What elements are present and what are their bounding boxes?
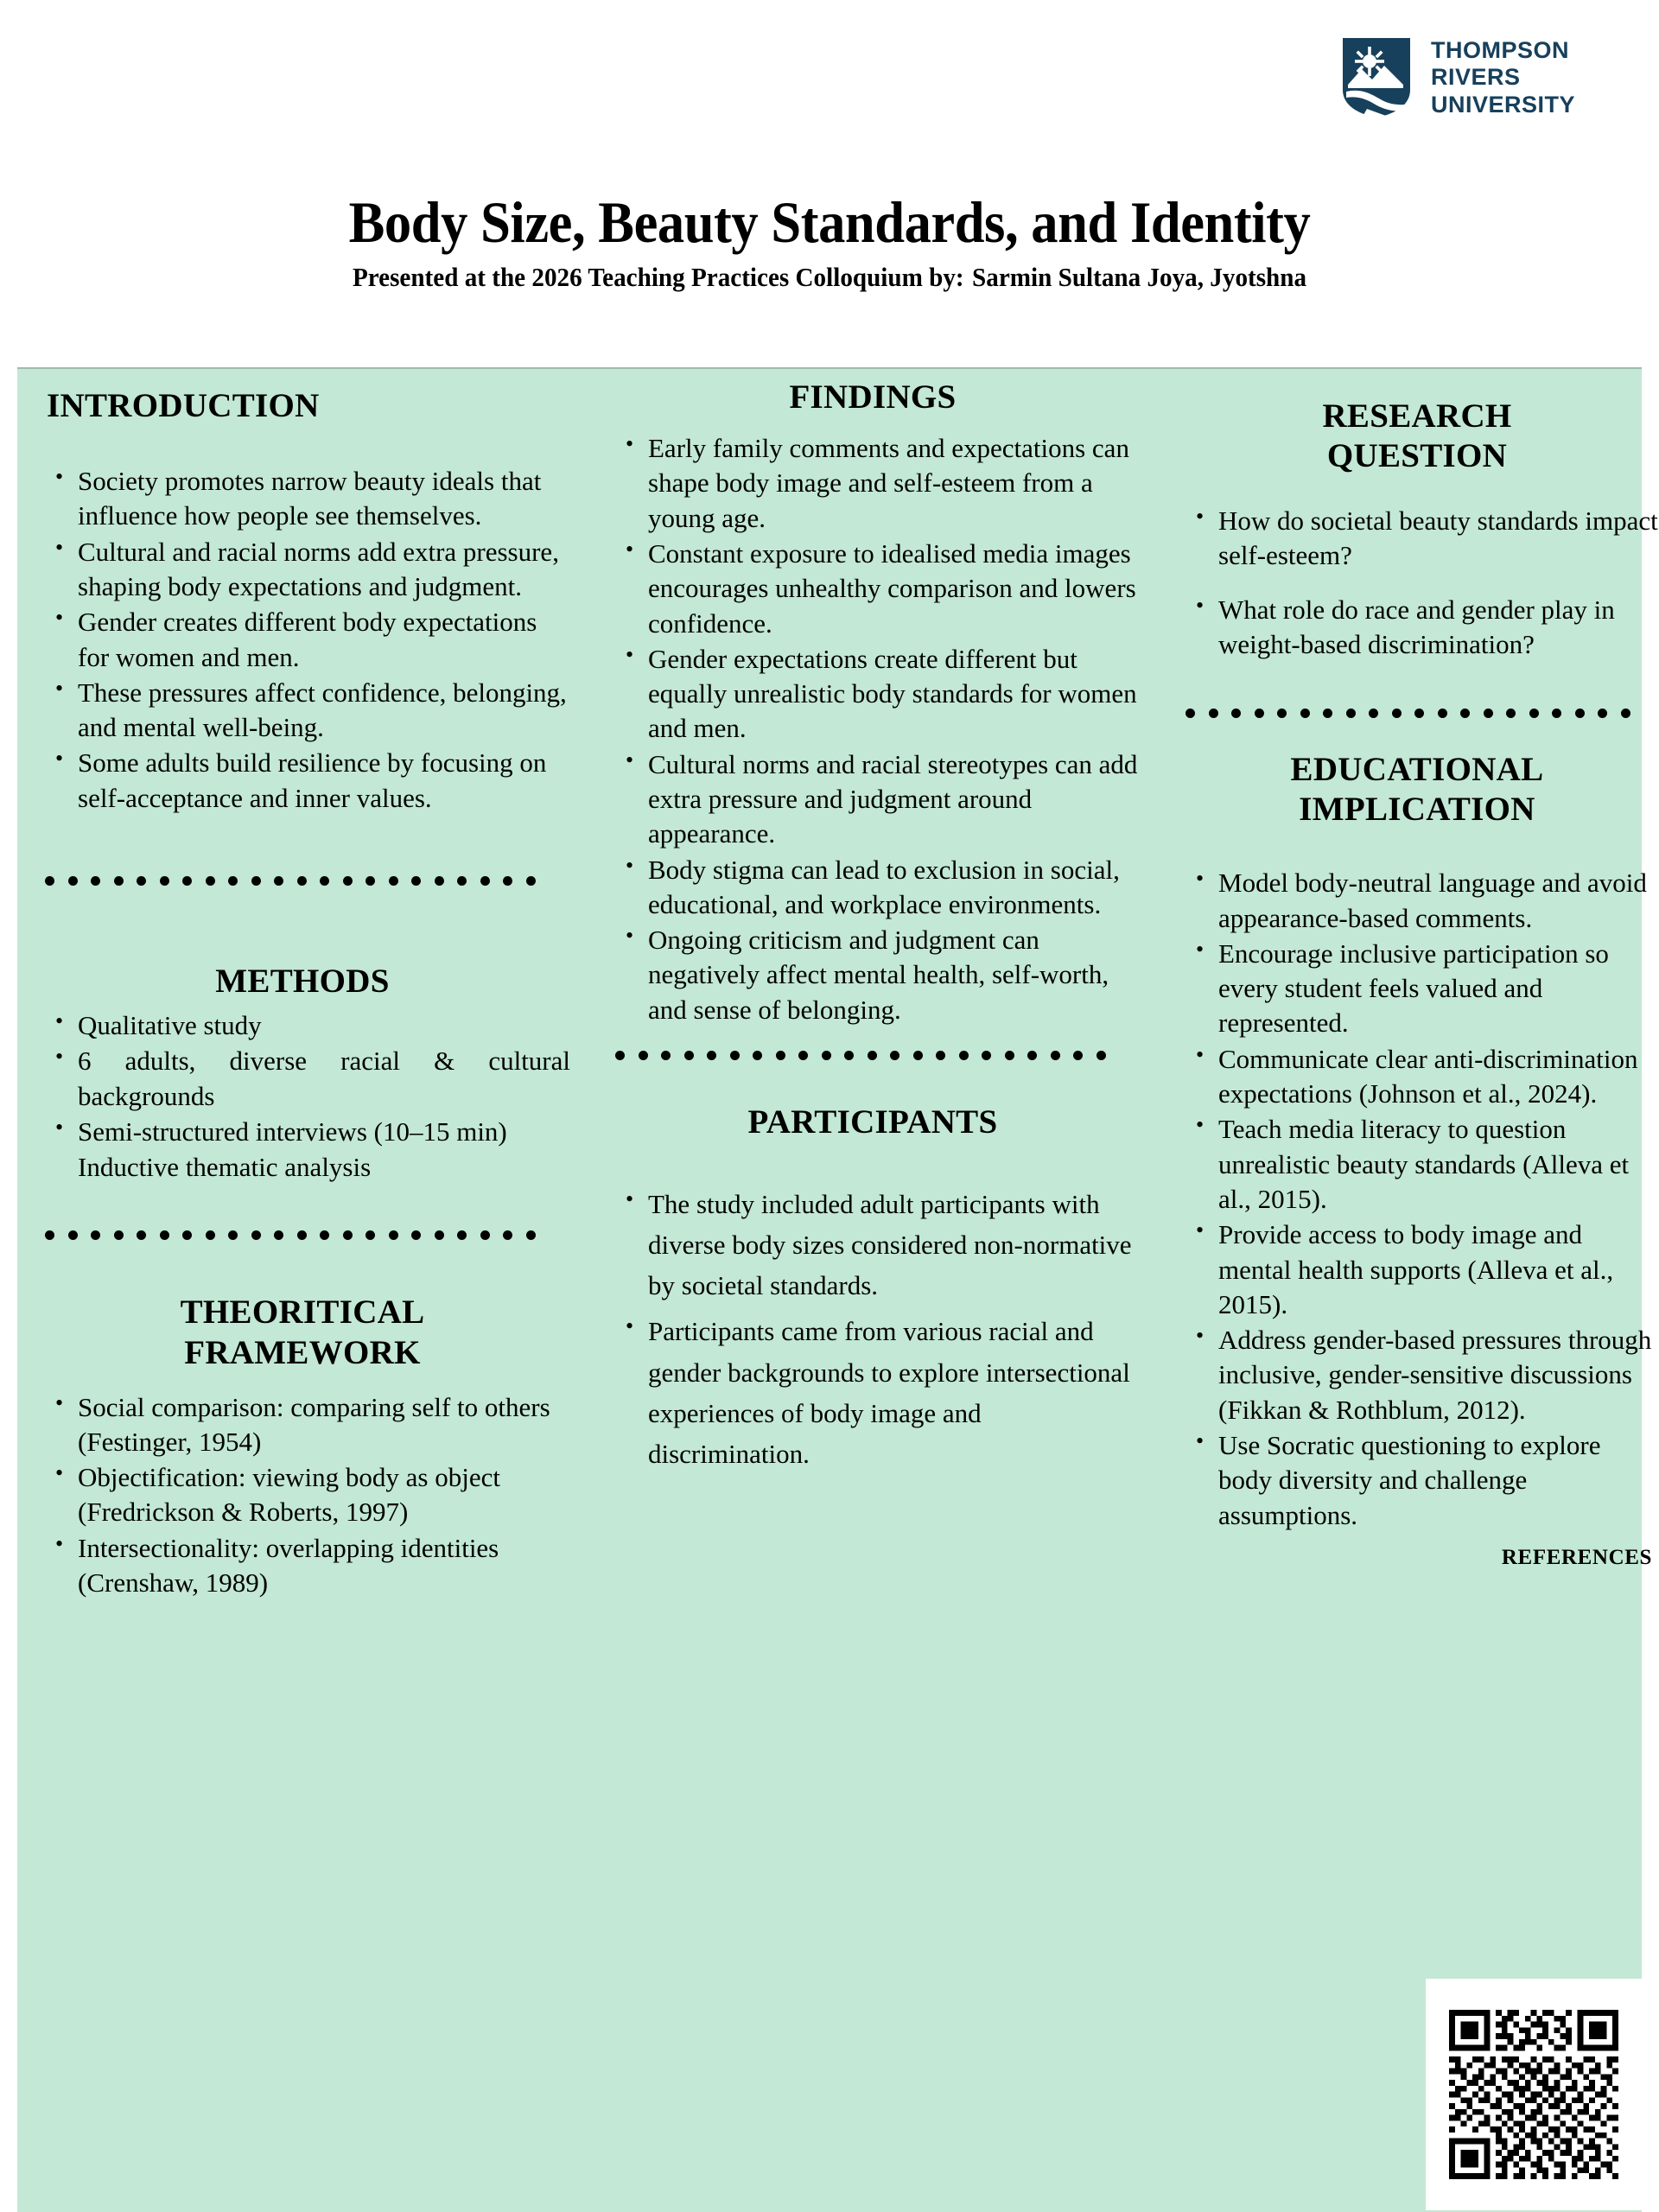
section-title-educational-implication	[1175, 750, 1659, 830]
list-item: • Cultural norms and racial stereotypes can add extra pressure and judgment around appearance.	[645, 747, 1141, 852]
list-item: • Teach media literacy to question unrealistic beauty standards (Alleva et al., 2015).	[1215, 1112, 1659, 1217]
participants-list	[605, 1184, 1141, 1474]
list-item: • These pressures affect confidence, belonging, and mental well-being.	[74, 676, 570, 746]
section-title-research-question	[1175, 397, 1659, 476]
divider-dots	[605, 1042, 1141, 1068]
list-item: • Early family comments and expectations can shape body image and self-esteem from a young age.	[645, 431, 1141, 536]
list-item: • Intersectionality: overlapping identities (Crenshaw, 1989)	[74, 1531, 570, 1601]
list-item: • Some adults build resilience by focusing on self-acceptance and inner values.	[74, 746, 570, 816]
tru-shield-icon	[1341, 36, 1412, 119]
list-item: • Address gender-based pressures through inclusive, gender-sensitive discussions (Fikkan & Rothblum, 2012).	[1215, 1323, 1659, 1427]
divider-dots	[1175, 700, 1659, 726]
list-item: • Social comparison: comparing self to others (Festinger, 1954)	[74, 1390, 570, 1460]
references-label: REFERENCES	[1501, 1545, 1652, 1569]
list-item: • Gender creates different body expectations for women and men.	[74, 605, 570, 675]
logo-line-thompson: THOMPSON	[1431, 37, 1570, 64]
list-item: • Qualitative study	[74, 1008, 570, 1043]
research-question-list	[1175, 504, 1659, 662]
list-item: • Model body-neutral language and avoid appearance-based comments.	[1215, 866, 1659, 936]
section-title-findings: FINDINGS	[789, 378, 957, 416]
list-item: • Cultural and racial norms add extra pressure, shaping body expectations and judgment.	[74, 535, 570, 605]
list-item: • Semi-structured interviews (10–15 min)	[74, 1115, 570, 1149]
byline-authors: Sarmin Sultana Joya, Jyotshna	[972, 262, 1307, 292]
introduction-list	[35, 464, 570, 816]
section-title-participants: PARTICIPANTS	[747, 1103, 998, 1141]
references-qr-container	[1426, 1979, 1642, 2210]
list-item: • Use Socratic questioning to explore body diversity and challenge assumptions.	[1215, 1428, 1659, 1533]
poster-byline	[50, 262, 1610, 293]
framework-title-line1: THEORITICAL	[180, 1294, 425, 1332]
educational-implication-title-line1: EDUCATIONAL	[1290, 751, 1544, 789]
column-left	[35, 369, 570, 1601]
tru-logo	[1341, 36, 1575, 119]
educational-implication-title-line2: IMPLICATION	[1299, 791, 1535, 829]
byline-prefix: Presented at the 2026 Teaching Practices Colloquium by:	[352, 262, 964, 292]
research-question-title-line1: RESEARCH	[1322, 397, 1512, 435]
list-item: • Communicate clear anti-discrimination expectations (Johnson et al., 2024).	[1215, 1042, 1659, 1112]
findings-list	[605, 431, 1141, 1027]
theoretical-framework-list	[35, 1390, 570, 1601]
list-item: • Objectification: viewing body as object (Fredrickson & Roberts, 1997)	[74, 1460, 570, 1530]
column-middle	[605, 369, 1141, 1479]
qr-code-icon[interactable]	[1449, 2010, 1618, 2179]
list-item: • Provide access to body image and mental health supports (Alleva et al., 2015).	[1215, 1217, 1659, 1322]
logo-line-university: UNIVERSITY	[1431, 91, 1576, 118]
list-item: • What role do race and gender play in weight-based discrimination?	[1215, 593, 1659, 663]
divider-dots	[35, 868, 570, 894]
list-item: • Constant exposure to idealised media images encourages unhealthy comparison and lowers confidence.	[645, 537, 1141, 641]
list-item: • Gender expectations create different but equally unrealistic body standards for women and men.	[645, 642, 1141, 747]
poster-title: Body Size, Beauty Standards, and Identity	[348, 189, 1311, 255]
research-question-title-line2: QUESTION	[1326, 437, 1508, 475]
column-right	[1175, 369, 1659, 1570]
list-item: • The study included adult participants with diverse body sizes considered non-normative by societal standards.	[645, 1184, 1141, 1306]
logo-line-rivers: RIVERS	[1431, 64, 1521, 91]
tru-wordmark	[1431, 37, 1575, 118]
poster-header	[0, 0, 1659, 367]
list-item: • Society promotes narrow beauty ideals that influence how people see themselves.	[74, 464, 570, 534]
list-item: • Body stigma can lead to exclusion in social, educational, and workplace environments.	[645, 853, 1141, 923]
methods-trailing-line: Inductive thematic analysis	[78, 1152, 372, 1183]
poster-body-panel	[17, 367, 1658, 2212]
divider-dots	[35, 1222, 570, 1248]
section-title-introduction: INTRODUCTION	[47, 387, 320, 424]
section-title-methods: METHODS	[215, 962, 390, 1000]
methods-list	[35, 1008, 570, 1185]
list-item: • Ongoing criticism and judgment can negatively affect mental health, self-worth, and sense of belonging.	[645, 923, 1141, 1027]
framework-title-line2: FRAMEWORK	[184, 1333, 421, 1371]
list-item: • Encourage inclusive participation so every student feels valued and represented.	[1215, 937, 1659, 1041]
list-item: • How do societal beauty standards impact self-esteem?	[1215, 504, 1659, 574]
section-title-theoretical-framework	[35, 1293, 570, 1372]
list-item: • Participants came from various racial and gender backgrounds to explore intersectional experiences of body image and discrimination.	[645, 1311, 1141, 1473]
educational-implication-list	[1175, 866, 1659, 1533]
list-item: • 6 adults, diverse racial & cultural backgrounds	[74, 1044, 570, 1114]
